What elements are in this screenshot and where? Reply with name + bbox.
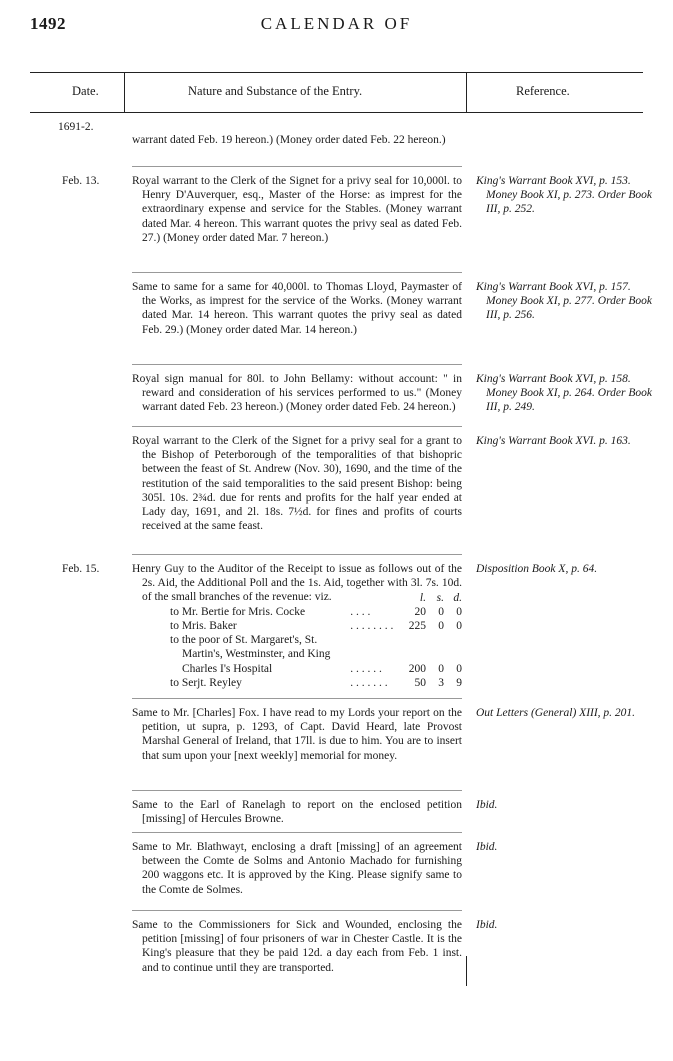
column-header-reference: Reference. [516, 84, 570, 98]
entry-text: Royal warrant to the Clerk of the Signet for a privy seal for a grant to the Bishop of Peterborough of the temporalities of that bishopric between the feast of St. Andrew (Nov. 30), 1690, and the time of the restitution of the said temporalities to the said present Bishop: being 305l. 10s. 2¾d. due for rents and profits for the half year ended at Lady day, 1691, and 2l. 18s. 7½d. for fines and profits of courts received at the same feast. [132, 435, 462, 533]
entry-separator [132, 790, 462, 791]
entry-reference: Ibid. [476, 841, 498, 853]
entry-text: Same to the Commissioners for Sick and Wounded, enclosing the petition [missing] of four prisoners of war in Chester Castle. It is the King's pleasure that they be paid 12d. a day each from Feb. 1 inst. and to continue until they are transported. [132, 919, 462, 974]
shillings-header: s. [436, 591, 444, 604]
entry-separator [132, 426, 462, 427]
pence-header: d. [453, 591, 462, 604]
table-row: to Mris. Baker . . . . . . . . 225 0 0 [170, 620, 462, 633]
entry-separator [132, 166, 462, 167]
entry-reference: King's Warrant Book XVI, p. 153. Money Book XI, p. 273. Order Book III, p. 252. [476, 175, 652, 216]
entry-separator [132, 698, 462, 699]
reference-margin-rule [466, 956, 467, 986]
header-rule-top [30, 72, 643, 73]
pounds-header: l. [419, 591, 426, 604]
entry-text: Royal sign manual for 80l. to John Bellamy: without account: " in reward and consideration of his services performed to us." (Money warrant dated Feb. 23 hereon.) (Money order dated Feb. 24 hereon.) [132, 373, 462, 414]
entry-reference: Out Letters (General) XIII, p. 201. [476, 707, 636, 719]
column-divider-left [124, 72, 125, 112]
table-row: to Mr. Bertie for Mris. Cocke . . . . 20 0 0 [170, 605, 462, 618]
table-row: to Serjt. Reyley . . . . . . . 50 3 9 [170, 676, 462, 689]
entry-separator [132, 832, 462, 833]
entry-text: Henry Guy to the Auditor of the Receipt to issue as follows out of the 2s. Aid, the Additional Poll and the 1s. Aid, together with 3l. 7s. 10d. of the small branches of the revenue: viz. l. s. d. to Mr. Bertie for Mris. Cocke . . . . 20 0 0 to Mris. Baker . . . . . . . . 225 0 0 to the poor of St. Margaret's, St. Martin's, Westminster, and King Charles I's Hospital . . . . . . 200 0 0 to Serjt. Reyley . . . . . . . 50 3 9 [132, 563, 462, 689]
entry-separator [132, 272, 462, 273]
table-row: to the poor of St. Margaret's, St. [170, 634, 318, 647]
table-row: Charles I's Hospital . . . . . . 200 0 0 [182, 662, 462, 675]
entry-text: Same to same for a same for 40,000l. to Thomas Lloyd, Paymaster of the Works, as imprest for the service of the Works. (Money warrant dated Mar. 14 hereon. This warrant quotes the privy seal as dated Feb. 29.) (Money order dated Mar. 14 hereon.) [132, 281, 462, 336]
entry-text: Same to the Earl of Ranelagh to report on the enclosed petition [missing] of Hercules Browne. [132, 799, 462, 826]
column-divider-right [466, 72, 467, 112]
table-row: Martin's, Westminster, and King [182, 648, 331, 661]
column-header-date: Date. [72, 84, 99, 98]
page-number: 1492 [30, 14, 66, 33]
entry-separator [132, 364, 462, 365]
entry-reference: Ibid. [476, 799, 498, 811]
entry-reference: King's Warrant Book XVI, p. 158. Money Book XI, p. 264. Order Book III, p. 249. [476, 373, 652, 414]
entry-text: Same to Mr. [Charles] Fox. I have read to my Lords your report on the petition, ut supra, p. 1293, of Capt. David Heard, late Provost Marshal General of Ireland, that 17ll. is due to him. You are to insert that sum upon your [next weekly] memorial for money. [132, 707, 462, 762]
entry-separator [132, 910, 462, 911]
header-rule-bottom [30, 112, 643, 113]
entry-reference: King's Warrant Book XVI. p. 163. [476, 435, 631, 447]
entry-date: 1691-2. [58, 121, 94, 133]
entry-text: Royal warrant to the Clerk of the Signet for a privy seal for 10,000l. to Henry D'Auverquer, esq., Master of the Horse: as imprest for the extraordinary expense and service for the Stables. (Money warrant dated Mar. 4 hereon. This warrant quotes the privy seal as dated Feb. 27.) (Money order dated Mar. 7 hereon.) [132, 175, 462, 244]
payment-table [142, 591, 462, 690]
entry-reference: Ibid. [476, 919, 498, 931]
entry-separator [132, 554, 462, 555]
entry-reference: King's Warrant Book XVI, p. 157. Money Book XI, p. 277. Order Book III, p. 256. [476, 281, 652, 322]
entry-text: Same to Mr. Blathwayt, enclosing a draft [missing] of an agreement between the Comte de Solms and Antonio Machado for furnishing 200 waggons etc. It is approved by the King. Please signify same to the Comte de Solmes. [132, 841, 462, 896]
entry-date: Feb. 15. [62, 563, 100, 575]
column-header-nature: Nature and Substance of the Entry. [188, 84, 363, 98]
running-title: CALENDAR OF [260, 14, 413, 33]
entry-reference: Disposition Book X, p. 64. [476, 563, 598, 575]
entry-date: Feb. 13. [62, 175, 100, 187]
entry-text: warrant dated Feb. 19 hereon.) (Money order dated Feb. 22 hereon.) [132, 134, 446, 146]
